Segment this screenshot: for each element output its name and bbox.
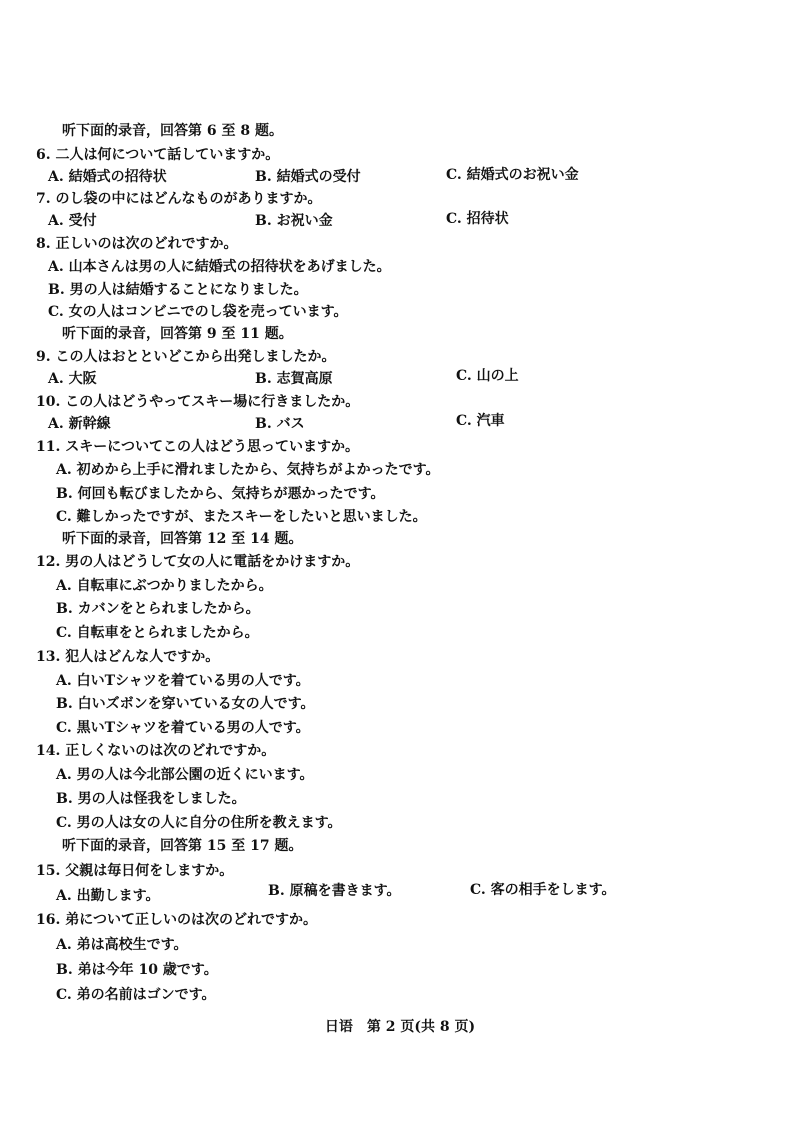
option: A. 結婚式の招待状	[48, 169, 167, 185]
option: C. 客の相手をします。	[470, 882, 616, 898]
question-prompt: 7. のし袋の中にはどんなものがありますか。	[36, 191, 322, 207]
option: A. 弟は高校生です。	[56, 937, 188, 953]
question-prompt: 12. 男の人はどうして女の人に電話をかけますか。	[36, 554, 360, 570]
page-footer: 日语 第 2 页(共 8 页)	[324, 1019, 476, 1035]
option: B. 何回も転びましたから、気持ちが悪かったです。	[56, 486, 385, 502]
option: A. 男の人は今北部公園の近くにいます。	[56, 767, 314, 783]
option: B. 志賀高原	[255, 371, 333, 387]
option: C. 黒いTシャツを着ている男の人です。	[56, 720, 310, 736]
option: C. 男の人は女の人に自分の住所を教えます。	[56, 815, 342, 831]
option: B. 弟は今年 10 歳です。	[56, 962, 218, 978]
question-prompt: 13. 犯人はどんな人ですか。	[36, 649, 220, 665]
option: C. 弟の名前はゴンです。	[56, 987, 216, 1003]
option: A. 出勤します。	[56, 888, 160, 904]
option: A. 新幹線	[48, 416, 111, 432]
question-prompt: 6. 二人は何について話していますか。	[36, 147, 280, 163]
question-prompt: 15. 父親は毎日何をしますか。	[36, 863, 234, 879]
section-instruction: 听下面的录音，回答第 9 至 11 题。	[62, 326, 293, 342]
option: B. 男の人は怪我をしました。	[56, 791, 246, 807]
question-prompt: 9. この人はおとといどこから出発しましたか。	[36, 349, 336, 365]
option: A. 初めから上手に滑れましたから、気持ちがよかったです。	[56, 462, 440, 478]
section-instruction: 听下面的录音，回答第 15 至 17 题。	[62, 838, 303, 854]
option: B. カバンをとられましたから。	[56, 601, 260, 617]
question-prompt: 14. 正しくないのは次のどれですか。	[36, 743, 276, 759]
option: C. 女の人はコンビニでのし袋を売っています。	[48, 304, 348, 320]
question-prompt: 16. 弟について正しいのは次のどれですか。	[36, 912, 317, 928]
option: B. バス	[255, 416, 305, 432]
option: A. 白いTシャツを着ている男の人です。	[56, 673, 310, 689]
option: B. 男の人は結婚することになりました。	[48, 282, 308, 298]
section-instruction: 听下面的录音，回答第 12 至 14 题。	[62, 531, 303, 547]
option: A. 大阪	[48, 371, 97, 387]
option: B. 白いズボンを穿いている女の人です。	[56, 696, 315, 712]
section-instruction: 听下面的录音，回答第 6 至 8 题。	[62, 123, 283, 139]
option: C. 自転車をとられましたから。	[56, 625, 259, 641]
option: B. お祝い金	[255, 213, 333, 229]
option: C. 招待状	[446, 211, 509, 227]
option: C. 山の上	[456, 368, 519, 384]
option: B. 結婚式の受付	[255, 169, 361, 185]
option: C. 難しかったですが、またスキーをしたいと思いました。	[56, 509, 427, 525]
option: A. 受付	[48, 213, 97, 229]
question-prompt: 10. この人はどうやってスキー場に行きましたか。	[36, 394, 360, 410]
option: B. 原稿を書きます。	[268, 883, 401, 899]
option: A. 自転車にぶつかりましたから。	[56, 578, 273, 594]
option: A. 山本さんは男の人に結婚式の招待状をあげました。	[48, 259, 391, 275]
question-prompt: 11. スキーについてこの人はどう思っていますか。	[36, 439, 359, 455]
option: C. 結婚式のお祝い金	[446, 167, 579, 183]
question-prompt: 8. 正しいのは次のどれですか。	[36, 236, 238, 252]
option: C. 汽車	[456, 413, 505, 429]
